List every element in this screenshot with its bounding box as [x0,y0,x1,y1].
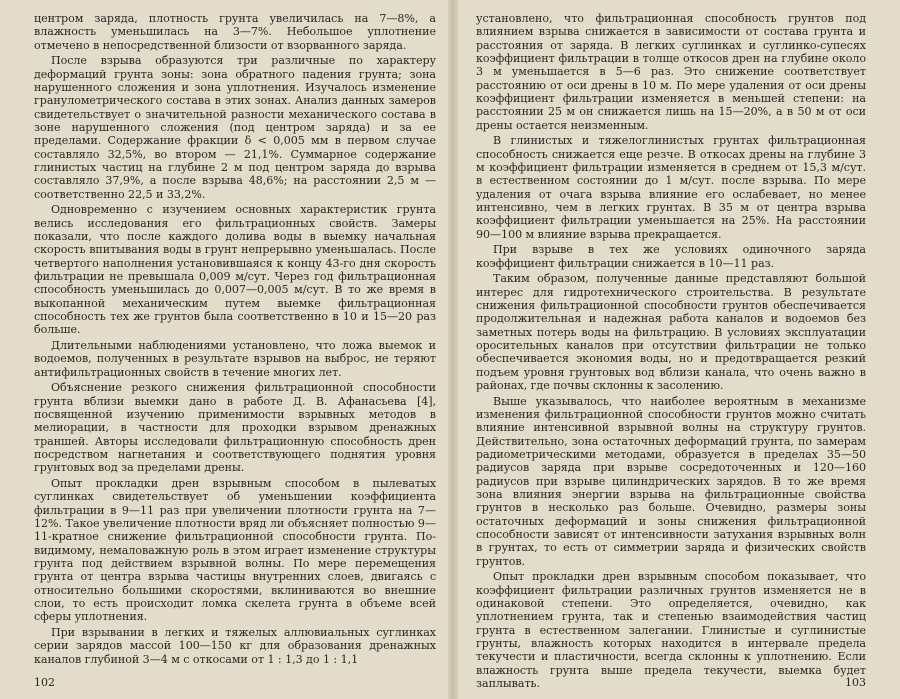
page-number: 102 [34,676,55,689]
paragraph: При взрывании в легких и тяжелых аллювиальных суглинках серии зарядов массой 100—150 кг для образования дренажных каналов глубиной 3—4 м с откосами от 1 : 1,3 до 1 : 1,1 [34,626,436,666]
paragraph: Опыт прокладки дрен взрывным способом показывает, что коэффициент фильтрации различных грунтов изменяется не в одинаковой степени. Это определяется, очевидно, как уплотнением грунта, так и степенью взаимодействия частиц грунта в естественном залегании. Глинистые и суглинистые грунты, влажность которых находится в интервале предела текучести и пластичности, всегда склонны к уплотнению. Если влажность грунта выше предела текучести, выемка будет заплывать. [476,570,866,690]
paragraph: В глинистых и тяжелоглинистых грунтах фильтрационная способность снижается еще резче. В откосах дрены на глубине 3 м коэффициент фильтрации изменяется в среднем от 15,3 м/сут. в естественном состоянии до 1 м/сут. после взрыва. По мере удаления от очага взрыва влияние его ослабевает, но менее интенсивно, чем в легких грунтах. В 35 м от центра взрыва коэффициент фильтрации уменьшается на 25%. На расстоянии 90—100 м влияние взрыва прекращается. [476,134,866,241]
paragraph: Одновременно с изучением основных характеристик грунта велись исследования его фильтрационных свойств. Замеры показали, что после каждого долива воды в выемку начальная скорость впитывания воды в грунт непрерывно уменьшалась. После четвертого наполнения установившаяся к концу 43-го дня скорость фильтрации не превышала 0,009 м/сут. Через год фильтрационная способность уменьшилась до 0,007—0,005 м/сут. В то же время в выкопанной механическим путем выемке фильтрационная способность тех же грунтов была соответственно в 10 и 15—20 раз больше. [34,203,436,337]
right-page-text [476,12,866,690]
paragraph: Объяснение резкого снижения фильтрационной способности грунта вблизи выемки дано в работе Д. В. Афанасьева [4], посвященной изучению применимости взрывных методов в мелиорации, в частности для проходки взрывом дренажных траншей. Авторы исследовали фильтрационную способность дрен посредством нагнетания и соответствующего поднятия уровня грунтовых вод за пределами дрены. [34,381,436,475]
paragraph: Выше указывалось, что наиболее вероятным в механизме изменения фильтрационной способности грунтов можно считать влияние интенсивной взрывной волны на структуру грунтов. Действительно, зона остаточных деформаций грунта, по замерам радиометрическими методами, образуется в пределах 35—50 радиусов заряда при взрыве сосредоточенных и 120—160 радиусов при взрыве цилиндрических зарядов. В то же время зона влияния энергии взрыва на фильтрационные свойства грунтов в несколько раз больше. Очевидно, размеры зоны остаточных деформаций и зоны снижения фильтрационной способности зависят от интенсивности затухания взрывных волн в грунтах, то есть от симметрии заряда и физических свойств грунтов. [476,394,866,568]
paragraph: После взрыва образуются три различные по характеру деформаций грунта зоны: зона обратного падения грунта; зона нарушенного сложения и зона уплотнения. Изучалось изменение гранулометрического состава в этих зонах. Анализ данных замеров свидетельствует о значительной разности механического состава в зоне нарушенного сложения (под центром заряда) и за ее пределами. Содержание фракции δ < 0,005 мм в первом случае составляло 32,5%, во втором — 21,1%. Суммарное содержание глинистых частиц на глубине 2 м под центром заряда до взрыва составляло 37,9%, а после взрыва 48,6%; на расстоянии 2,5 м — соответственно 22,5 и 33,2%. [34,54,436,201]
paragraph: При взрыве в тех же условиях одиночного заряда коэффициент фильтрации снижается в 10—11 раз. [476,243,866,270]
page-number: 103 [845,676,866,689]
left-page [0,0,448,699]
left-page-text [34,12,436,666]
right-page [458,0,900,699]
paragraph: Опыт прокладки дрен взрывным способом в пылеватых суглинках свидетельствует об уменьшении коэффициента фильтрации в 9—11 раз при увеличении плотности грунта на 7—12%. Такое увеличение плотности вряд ли объясняет полностью 9—11-кратное снижение фильтрационной способности грунта. По-видимому, немаловажную роль в этом играет изменение структуры грунта под действием взрывной волны. По мере перемещения грунта от центра взрыва частицы внутренних слоев, двигаясь с относительно большими скоростями, вклиниваются во внешние слои, то есть происходит ломка скелета грунта в объеме всей сферы уплотнения. [34,477,436,624]
paragraph: установлено, что фильтрационная способность грунтов под влиянием взрыва снижается в зависимости от состава грунта и расстояния от заряда. В легких суглинках и суглинко-супесях коэффициент фильтрации в толще откосов дрен на глубине около 3 м уменьшается в 5—6 раз. Это снижение соответствует расстоянию от оси дрены в 10 м. По мере удаления от оси дрены коэффициент фильтрации изменяется в меньшей степени: на расстоянии 25 м он снижается лишь на 15—20%, а в 50 м от оси дрены остается неизменным. [476,12,866,132]
book-gutter [448,0,458,699]
paragraph: Длительными наблюдениями установлено, что ложа выемок и водоемов, полученных в результате взрывов на выброс, не теряют антифильтрационных свойств в течение многих лет. [34,339,436,379]
paragraph: Таким образом, полученные данные представляют большой интерес для гидротехнического строительства. В результате снижения фильтрационной способности грунтов обеспечивается продолжительная и надежная работа каналов и водоемов без заметных потерь воды на фильтрацию. В условиях эксплуатации оросительных каналов при отсутствии фильтрации не только обеспечивается экономия воды, но и предотвращается резкий подъем уровня грунтовых вод вблизи канала, что очень важно в районах, где почвы склонны к засолению. [476,272,866,392]
paragraph: центром заряда, плотность грунта увеличилась на 7—8%, а влажность уменьшилась на 3—7%. Небольшое уплотнение отмечено в непосредственной близости от взорванного заряда. [34,12,436,52]
